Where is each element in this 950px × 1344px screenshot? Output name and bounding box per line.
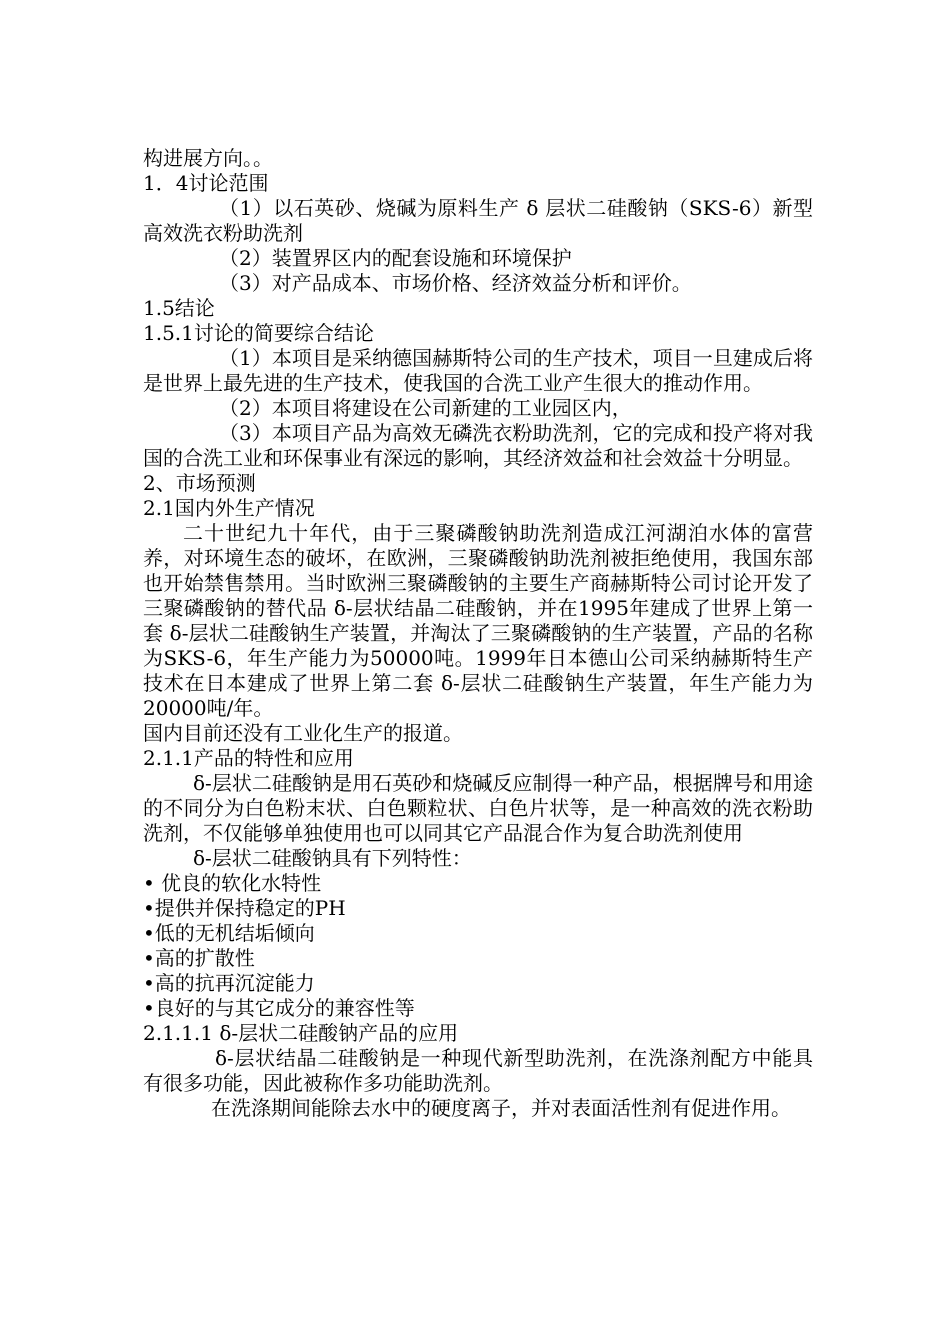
subsection-heading: 2.1.1产品的特性和应用 [143,746,354,770]
subsection-heading: 2.1.1.1 δ-层状二硅酸钠产品的应用 [143,1021,459,1045]
body-paragraph: 二十世纪九十年代，由于三聚磷酸钠助洗剂造成江河湖泊水体的富营养，对环境生态的破坏，在欧洲，三聚磷酸钠助洗剂被拒绝使用，我国东部也开始禁售禁用。当时欧洲三聚磷酸钠的主要生产商赫斯特公司讨论开发了三聚磷酸钠的替代品 δ-层状结晶二硅酸钠，并在1995年建成了世界上第一套 δ-层状二硅酸钠生产装置，并淘汰了三聚磷酸钠的生产装置，产品的名称为SKS-6，年生产能力为50000吨。1999年日本德山公司采纳赫斯特生产技术在日本建成了世界上第二套 δ-层状二硅酸钠生产装置，年生产能力为20000吨/年。 [143,521,813,720]
body-paragraph: δ-层状二硅酸钠具有下列特性： [193,846,472,870]
document-page [143,146,813,1121]
text-line: 构进展方向。。 [143,146,273,170]
scope-item: （2）装置界区内的配套设施和环境保护 [219,246,572,270]
subsection-heading: 1.5.1讨论的简要综合结论 [143,321,374,345]
feature-bullet: •高的抗再沉淀能力 [143,971,315,995]
section-heading: 1.5结论 [143,296,215,320]
feature-bullet: •良好的与其它成分的兼容性等 [143,996,415,1020]
feature-bullet: •低的无机结垢倾向 [143,921,315,945]
body-paragraph: 国内目前还没有工业化生产的报道。 [143,721,463,745]
body-paragraph: δ-层状结晶二硅酸钠是一种现代新型助洗剂，在洗涤剂配方中能具有很多功能，因此被称作多功能助洗剂。 [143,1046,813,1095]
feature-bullet: •高的扩散性 [143,946,255,970]
body-paragraph: 在洗涤期间能除去水中的硬度离子，并对表面活性剂有促进作用。 [211,1096,791,1120]
conclusion-item: （3）本项目产品为高效无磷洗衣粉助洗剂，它的完成和投产将对我国的合洗工业和环保事业有深远的影响，其经济效益和社会效益十分明显。 [143,421,813,470]
feature-bullet: • 优良的软化水特性 [143,871,322,895]
feature-bullet: •提供并保持稳定的PH [143,896,346,920]
conclusion-item: （1）本项目是采纳德国赫斯特公司的生产技术，项目一旦建成后将是世界上最先进的生产技术，使我国的合洗工业产生很大的推动作用。 [143,346,813,395]
body-paragraph: δ-层状二硅酸钠是用石英砂和烧碱反应制得一种产品，根据牌号和用途的不同分为白色粉末状、白色颗粒状、白色片状等，是一种高效的洗衣粉助洗剂，不仅能够单独使用也可以同其它产品混合作为复合助洗剂使用 [143,771,813,845]
scope-item: （3）对产品成本、市场价格、经济效益分析和评价。 [219,271,692,295]
conclusion-item: （2）本项目将建设在公司新建的工业园区内， [219,396,632,420]
scope-item: （1）以石英砂、烧碱为原料生产 δ 层状二硅酸钠（SKS-6）新型高效洗衣粉助洗剂 [143,196,813,245]
section-heading: 1．4讨论范围 [143,171,269,195]
section-heading: 2、市场预测 [143,471,256,495]
subsection-heading: 2.1国内外生产情况 [143,496,315,520]
